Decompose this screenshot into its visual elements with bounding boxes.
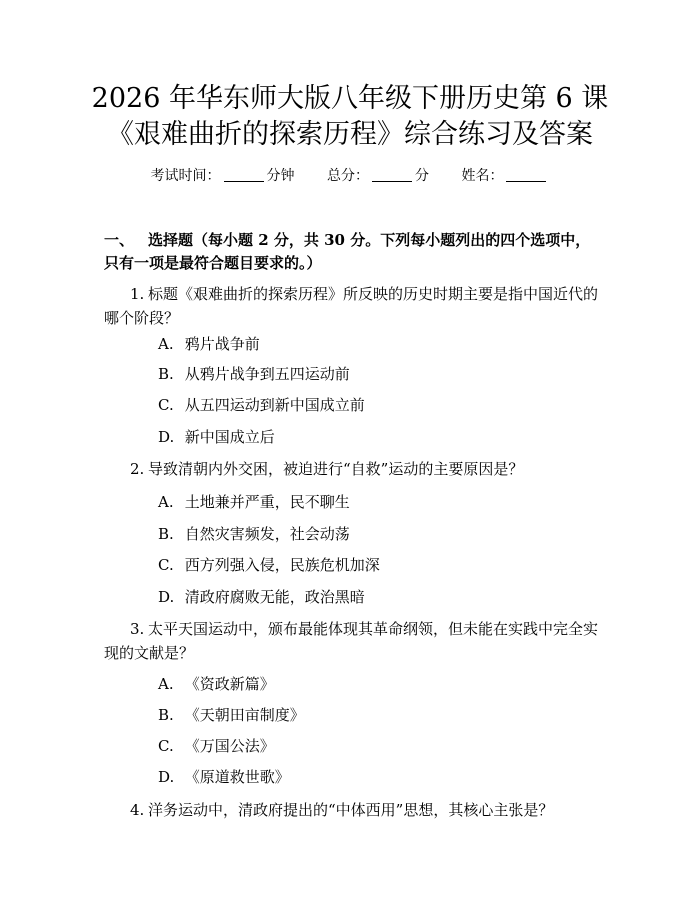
- option-1b[interactable]: [158, 364, 598, 384]
- question-text: 洋务运动中，清政府提出的“中体西用”思想，其核心主张是？: [148, 801, 554, 819]
- option-2c[interactable]: [158, 555, 598, 575]
- option-3a[interactable]: [158, 674, 598, 694]
- question-number: 2 .: [104, 457, 148, 481]
- option-text: 《原道救世歌》: [184, 768, 290, 786]
- option-text: 从五四运动到新中国成立前: [184, 396, 365, 414]
- option-letter: B .: [158, 364, 180, 384]
- option-text: 《万国公法》: [184, 737, 275, 755]
- question-1: [104, 282, 604, 330]
- option-3d[interactable]: [158, 767, 598, 787]
- option-text: 清政府腐败无能，政治黑暗: [184, 588, 365, 606]
- option-letter: C .: [158, 555, 180, 575]
- option-letter: C .: [158, 395, 180, 415]
- question-number: 1 .: [104, 282, 148, 306]
- option-letter: D .: [158, 427, 180, 447]
- option-text: 自然灾害频发，社会动荡: [184, 525, 350, 543]
- option-1a[interactable]: [158, 334, 598, 354]
- option-2b[interactable]: [158, 524, 598, 544]
- question-text: 导致清朝内外交困，被迫进行“自救”运动的主要原因是？: [148, 460, 524, 478]
- section-number: 一、: [104, 231, 135, 249]
- option-text: 《天朝田亩制度》: [184, 706, 305, 724]
- option-2d[interactable]: [158, 587, 598, 607]
- question-number: 4 .: [104, 798, 148, 822]
- question-text: 太平天国运动中，颁布最能体现其革命纲领，但未能在实践中完全实现的文献是？: [104, 620, 599, 662]
- title-line-1: 2026 年华东师大版八年级下册历史第 6 课: [91, 83, 609, 114]
- option-text: 《资政新篇》: [184, 675, 275, 693]
- option-letter: A .: [158, 492, 180, 512]
- time-unit: 分钟: [266, 168, 295, 184]
- option-letter: B .: [158, 524, 180, 544]
- score-unit: 分: [415, 168, 429, 184]
- exam-time: [151, 166, 295, 186]
- time-blank[interactable]: [224, 167, 264, 182]
- title-line-2: 《艰难曲折的探索历程》综合练习及答案: [107, 119, 593, 150]
- score-blank[interactable]: [372, 167, 412, 182]
- exam-meta: [0, 166, 700, 186]
- option-text: 土地兼并严重，民不聊生: [184, 493, 350, 511]
- option-text: 鸦片战争前: [184, 335, 260, 353]
- option-2a[interactable]: [158, 492, 598, 512]
- score-label: 总分：: [327, 168, 369, 184]
- option-3b[interactable]: [158, 705, 598, 725]
- question-number: 3 .: [104, 617, 148, 641]
- option-letter: A .: [158, 674, 180, 694]
- option-text: 新中国成立后: [184, 428, 275, 446]
- total-score: [327, 166, 429, 186]
- option-letter: D .: [158, 587, 180, 607]
- time-label: 考试时间：: [150, 168, 221, 184]
- option-1c[interactable]: [158, 395, 598, 415]
- option-letter: B .: [158, 705, 180, 725]
- name-blank[interactable]: [506, 167, 546, 182]
- option-letter: C .: [158, 736, 180, 756]
- option-letter: A .: [158, 334, 180, 354]
- question-text: 标题《艰难曲折的探索历程》所反映的历史时期主要是指中国近代的哪个阶段？: [104, 285, 599, 327]
- option-text: 从鸦片战争到五四运动前: [184, 365, 350, 383]
- student-name: [461, 166, 549, 186]
- name-label: 姓名：: [461, 168, 504, 184]
- question-3: [104, 617, 604, 665]
- section-text: 选择题（每小题 2 分，共 30 分。下列每小题列出的四个选项中，只有一项是最符合题目要求的。）: [104, 231, 591, 272]
- question-2: [104, 457, 604, 481]
- question-4: [104, 798, 604, 822]
- option-1d[interactable]: [158, 427, 598, 447]
- section-heading: [104, 229, 604, 275]
- option-letter: D .: [158, 767, 180, 787]
- option-text: 西方列强入侵，民族危机加深: [184, 556, 380, 574]
- option-3c[interactable]: [158, 736, 598, 756]
